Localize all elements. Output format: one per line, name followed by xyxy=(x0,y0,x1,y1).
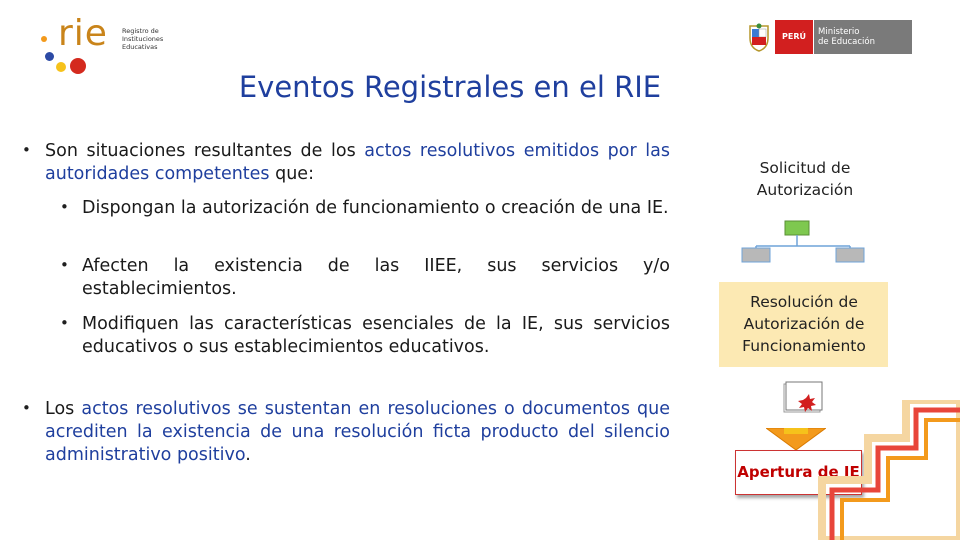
subbullet-3: Modifiquen las características esenciales de la IE, sus servicios educativos o sus establecimientos educativos. xyxy=(82,314,670,357)
paragraph-1: Son situaciones resultantes de los actos resolutivos emitidos por las autoridades competentes que: xyxy=(45,141,670,184)
logo-subtitle: Registro de Instituciones Educativas xyxy=(122,27,164,51)
logo-dot-blue xyxy=(45,52,54,61)
paragraph-2-highlight: actos resolutivos se sustentan en resoluciones o documentos que acrediten la existencia de una resolución ficta producto del silencio administrativo positivo xyxy=(45,399,670,465)
step-solicitud: Solicitud de Autorización xyxy=(756,159,854,199)
peru-label: PERÚ xyxy=(775,20,813,54)
bullet-marker: • xyxy=(22,141,31,159)
paragraph-1-highlight: actos resolutivos emitidos por las autoridades competentes xyxy=(45,141,670,184)
peru-shield-icon xyxy=(748,22,770,52)
bullet-marker: • xyxy=(60,314,69,332)
step-apertura: Apertura de IE xyxy=(735,450,862,495)
org-chart-icon xyxy=(738,218,870,268)
bullet-marker: • xyxy=(22,399,31,417)
down-arrow-icon xyxy=(766,428,826,450)
logo-dot-orange-small xyxy=(41,36,47,42)
page-title: Eventos Registrales en el RIE xyxy=(238,70,662,104)
bullet-marker: • xyxy=(60,198,69,216)
bullet-marker: • xyxy=(60,256,69,274)
subbullet-1: Dispongan la autorización de funcionamiento o creación de una IE. xyxy=(82,198,669,218)
ministry-name: Ministerio de Educación xyxy=(814,20,912,54)
paragraph-2: Los actos resolutivos se sustentan en resoluciones o documentos que acrediten la existencia de una resolución ficta producto del silencio administrativo positivo. xyxy=(45,399,670,465)
step-resolucion: Resolución de Autorización de Funcionamiento xyxy=(742,293,866,355)
logo-wordmark: rie xyxy=(58,13,108,54)
decorative-frame xyxy=(818,400,960,540)
subbullet-2: Afecten la existencia de las IIEE, sus servicios y/o establecimientos. xyxy=(82,256,670,299)
